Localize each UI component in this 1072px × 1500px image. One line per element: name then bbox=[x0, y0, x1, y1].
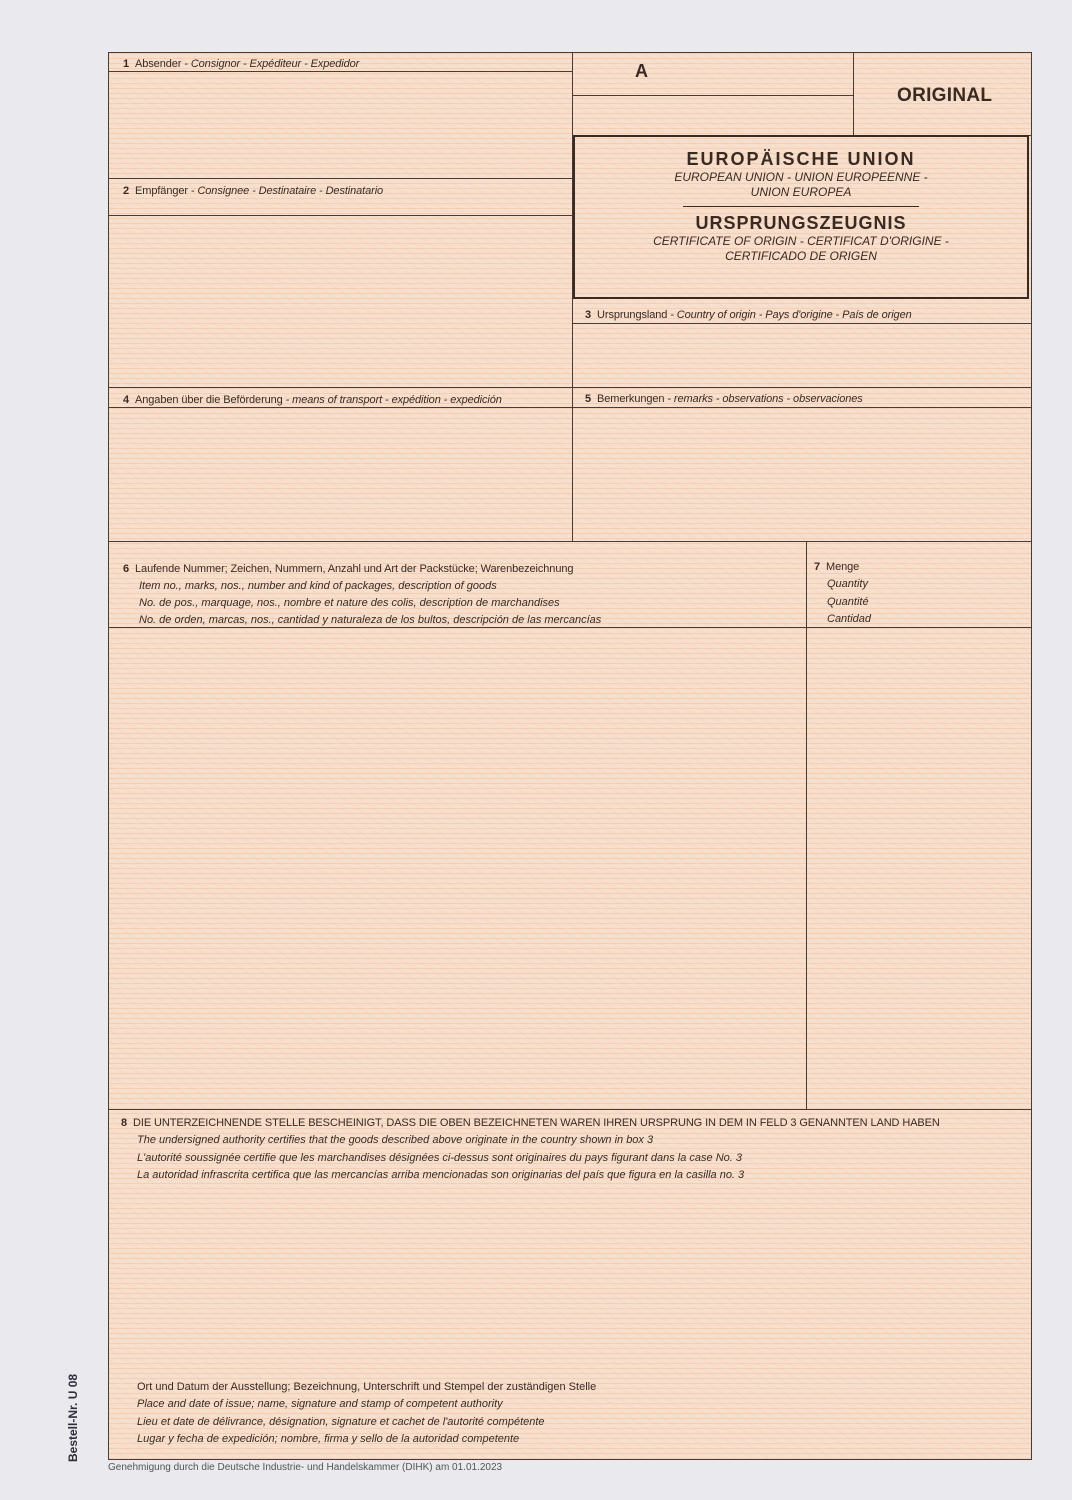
field-2-number: 2 bbox=[123, 185, 130, 197]
field-5-translations: - remarks - observations - observaciones bbox=[667, 393, 863, 405]
field-5-title: Bemerkungen bbox=[597, 393, 665, 405]
approval-note: Genehmigung durch die Deutsche Industrie- und Handelskammer (DIHK) am 01.01.2023 bbox=[108, 1462, 503, 1473]
divider bbox=[109, 178, 572, 179]
field-4-label bbox=[123, 394, 502, 406]
issue-place-line-es: Lugar y fecha de expedición; nombre, firma y sello de la autoridad competente bbox=[137, 1433, 520, 1445]
field-7-line-fr: Quantité bbox=[827, 596, 869, 608]
field-1-number: 1 bbox=[123, 58, 130, 70]
transport-area[interactable] bbox=[109, 408, 572, 541]
field-8-label bbox=[121, 1117, 940, 1129]
field-4-number: 4 bbox=[123, 394, 130, 406]
divider bbox=[853, 53, 854, 135]
field-6-line-es: No. de orden, marcas, nos., cantidad y naturaleza de los bultos, descripción de las mercancías bbox=[139, 614, 602, 626]
field-2-label bbox=[123, 185, 383, 197]
field-6-title: Laufende Nummer; Zeichen, Nummern, Anzahl und Art der Packstücke; Warenbezeichnung bbox=[135, 563, 574, 575]
divider bbox=[109, 387, 1031, 388]
quantity-area[interactable] bbox=[807, 628, 1031, 1109]
order-number: Bestell-Nr. U 08 bbox=[66, 1373, 80, 1462]
field-1-title: Absender bbox=[135, 58, 182, 70]
eu-separator bbox=[683, 206, 919, 207]
field-3-title: Ursprungsland bbox=[597, 309, 668, 321]
certificate-subtitle-2: CERTIFICADO DE ORIGEN bbox=[725, 249, 877, 263]
consignor-area[interactable] bbox=[109, 72, 572, 178]
divider bbox=[572, 95, 853, 96]
field-7-line-en: Quantity bbox=[827, 578, 868, 590]
field-1-translations: - Consignor - Expéditeur - Expedidor bbox=[184, 58, 360, 70]
consignee-area[interactable] bbox=[109, 216, 572, 387]
eu-title: EUROPÄISCHE UNION bbox=[686, 149, 916, 169]
field-8-line-fr: L'autorité soussignée certifie que les marchandises désignées ci-dessus sont originaires du pays figurant dans la case No. 3 bbox=[137, 1152, 742, 1164]
field-7-title: Menge bbox=[826, 561, 860, 573]
issue-place-line-fr: Lieu et date de délivrance, désignation, signature et cachet de l'autorité compétente bbox=[137, 1416, 545, 1428]
field-6-label bbox=[123, 563, 573, 575]
field-5-label bbox=[585, 393, 863, 405]
field-4-title: Angaben über die Beförderung bbox=[135, 394, 283, 406]
original-mark: ORIGINAL bbox=[897, 85, 993, 106]
goods-description-area[interactable] bbox=[109, 628, 806, 1109]
certificate-subtitle-1: CERTIFICATE OF ORIGIN - CERTIFICAT D'ORIGINE - bbox=[653, 234, 949, 248]
field-2-title: Empfänger bbox=[135, 185, 188, 197]
eu-title-box bbox=[573, 135, 1029, 299]
field-4-translations: - means of transport - expédition - expedición bbox=[285, 394, 502, 406]
divider bbox=[109, 541, 1031, 542]
field-5-number: 5 bbox=[585, 393, 592, 405]
eu-subtitle-1: EUROPEAN UNION - UNION EUROPEENNE - bbox=[674, 170, 928, 184]
field-8-number: 8 bbox=[121, 1117, 128, 1129]
field-7-label bbox=[814, 561, 859, 573]
remarks-area[interactable] bbox=[573, 408, 1031, 541]
field-8-title: DIE UNTERZEICHNENDE STELLE BESCHEINIGT, DASS DIE OBEN BEZEICHNETEN WAREN IHREN URSPRUNG IN DEM IN FELD 3 GENANNTEN LAND HABEN bbox=[133, 1117, 940, 1129]
field-8-line-es: La autoridad infrascrita certifica que las mercancías arriba mencionadas son originarias del país que figura en la casilla no. 3 bbox=[137, 1169, 745, 1181]
field-7-line-es: Cantidad bbox=[827, 613, 872, 625]
field-6-line-fr: No. de pos., marquage, nos., nombre et nature des colis, description de marchandises bbox=[139, 597, 560, 609]
field-3-number: 3 bbox=[585, 309, 592, 321]
certificate-heading: URSPRUNGSZEUGNIS bbox=[695, 213, 907, 233]
issue-place-line-en: Place and date of issue; name, signature and stamp of competent authority bbox=[137, 1398, 503, 1410]
country-of-origin-area[interactable] bbox=[573, 324, 1031, 387]
field-6-number: 6 bbox=[123, 563, 130, 575]
field-7-number: 7 bbox=[814, 561, 821, 573]
copy-letter: A bbox=[635, 61, 648, 81]
certificate-form bbox=[108, 52, 1032, 1460]
divider bbox=[109, 1109, 1031, 1110]
field-1-label bbox=[123, 58, 359, 70]
field-3-label bbox=[585, 309, 912, 321]
field-3-translations: - Country of origin - Pays d'origine - País de origen bbox=[670, 309, 912, 321]
eu-subtitle-2: UNION EUROPEA bbox=[750, 185, 852, 199]
issue-place-line-de: Ort und Datum der Ausstellung; Bezeichnung, Unterschrift und Stempel der zuständigen Stelle bbox=[137, 1381, 597, 1393]
field-6-line-en: Item no., marks, nos., number and kind of packages, description of goods bbox=[139, 580, 497, 592]
field-2-translations: - Consignee - Destinataire - Destinatario bbox=[190, 185, 384, 197]
field-8-line-en: The undersigned authority certifies that the goods described above originate in the country shown in box 3 bbox=[137, 1134, 654, 1146]
certification-stamp-area[interactable] bbox=[109, 1187, 1031, 1379]
